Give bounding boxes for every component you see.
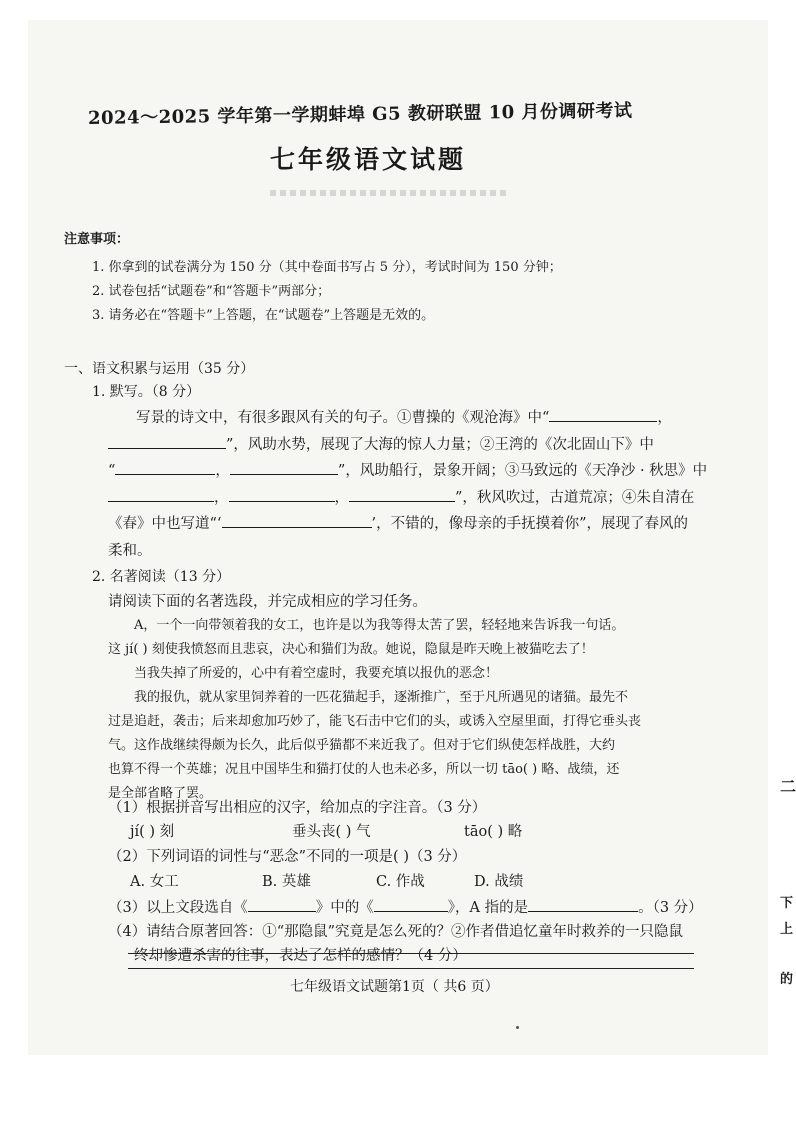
answer-line-2[interactable]: [128, 968, 694, 969]
q1-line-3: “ ， ”，风助船行，景象开阔；③马致远的《天净沙 · 秋思》中: [108, 459, 707, 480]
passage-line: A，一个一向带领着我的女工，也许是以为我等得太苦了罢，轻轻地来告诉我一句话。: [134, 618, 625, 633]
adjacent-page-glyph: 的: [780, 972, 794, 987]
q2-intro: 请阅读下面的名著选段，并完成相应的学习任务。: [108, 594, 427, 610]
passage-line: 我的报仇，就从家里饲养着的一匹花猫起手，逐渐推广，至于凡所遇见的诸猫。最先不: [134, 690, 629, 705]
notice-item-3: 3. 请务必在“答题卡”上答题，在“试题卷”上答题是无效的。: [92, 308, 435, 323]
adjacent-page-glyph: 上: [780, 922, 794, 937]
q1-blank-4[interactable]: [230, 460, 338, 475]
option-d[interactable]: D. 战绩: [474, 874, 524, 890]
exam-title: 2024～2025 学年第一学期蚌埠 G5 教研联盟 10 月份调研考试: [87, 100, 633, 129]
print-smudge: [270, 190, 510, 196]
print-speck: [516, 1026, 519, 1029]
passage-line: 也算不得一个英雄；况且中国毕生和猫打仗的人也未必多，所以一切 tāo( ) 略、战绩，还: [108, 762, 620, 777]
q2-label: 2. 名著阅读（13 分）: [92, 569, 231, 585]
page-footer: 七年级语文试题第1页（ 共6 页）: [290, 979, 499, 995]
q1-blank-3[interactable]: [115, 460, 215, 475]
q2-sub1: （1）根据拼音写出相应的汉字，给加点的字注音。（3 分）: [108, 800, 487, 816]
notice-item-1: 1. 你拿到的试卷满分为 150 分（其中卷面书写占 5 分），考试时间为 150 分钟；: [92, 260, 562, 275]
q2-sub3-blank-article[interactable]: [374, 897, 448, 912]
passage-line: 这 jí( ) 刻使我愤怒而且悲哀，决心和猫们为敌。她说，隐鼠是昨天晚上被猫吃去了！: [108, 642, 594, 657]
q2-sub1-item-b: 垂头丧( ) 气: [292, 824, 371, 840]
adjacent-page-glyph: 下: [780, 896, 794, 911]
passage-line: 过是追赶，袭击；后来却愈加巧妙了，能飞石击中它们的头，或诱入空屋里面，打得它垂头丧: [108, 714, 642, 729]
option-c[interactable]: C. 作战: [376, 874, 425, 890]
q1-label: 1. 默写。（8 分）: [92, 384, 201, 400]
q1-line-2: ”，风助水势，展现了大海的惊人力量；②王湾的《次北固山下》中: [108, 433, 654, 454]
q1-blank-7[interactable]: [349, 487, 455, 502]
notice-heading: 注意事项：: [64, 232, 130, 247]
q1-line-4: ， ， ”，秋风吹过，古道荒凉；④朱自清在: [108, 486, 694, 507]
q2-sub3-blank-book[interactable]: [248, 897, 316, 912]
answer-line-1[interactable]: [128, 953, 694, 954]
q2-sub3: （3）以上文段选自《 》中的《 》，A 指的是 。（3 分）: [108, 896, 703, 917]
q2-sub3-blank-a[interactable]: [528, 897, 638, 912]
q1-blank-8[interactable]: [222, 513, 372, 528]
q1-blank-6[interactable]: [229, 487, 335, 502]
q1-blank-1[interactable]: [549, 407, 657, 422]
passage-line: 当我失掉了所爱的，心中有着空虚时，我要充填以报仇的恶念！: [134, 666, 499, 681]
q2-sub4-line-2: 终却惨遭杀害的往事，表达了怎样的感情？（4 分）: [134, 948, 467, 964]
q1-line-5: 《春》中也写道“‘ ’，不错的，像母亲的手抚摸着你”，展现了春风的: [108, 512, 688, 533]
notice-item-2: 2. 试卷包括“试题卷”和“答题卡”两部分；: [92, 284, 331, 299]
q2-sub4-line-1: （4）请结合原著回答：①“那隐鼠”究竟是怎么死的？②作者借追忆童年时救养的一只隐鼠: [108, 924, 684, 940]
q1-line-6: 柔和。: [108, 543, 152, 559]
q1-blank-2[interactable]: [108, 434, 226, 449]
q2-sub2: （2）下列词语的词性与“恶念”不同的一项是( )（3 分）: [108, 849, 467, 865]
q2-sub1-item-c: tāo( ) 略: [464, 824, 523, 840]
passage-line: 气。这作战继续得颇为长久，此后似乎猫都不来近我了。但对于它们纵使怎样战胜，大约: [108, 738, 616, 753]
section-1-heading: 一、语文积累与运用（35 分）: [64, 361, 255, 377]
q2-sub1-item-a: jí( ) 刻: [130, 824, 175, 840]
q1-blank-5[interactable]: [108, 487, 214, 502]
option-b[interactable]: B. 英雄: [262, 874, 311, 890]
subject-title: 七年级语文试题: [270, 145, 467, 174]
q1-line-1: 写景的诗文中，有很多跟风有关的句子。①曹操的《观沧海》中“ ，: [136, 406, 672, 427]
option-a[interactable]: A. 女工: [130, 874, 179, 890]
adjacent-page-glyph: 二: [780, 777, 796, 796]
passage-line: 是全部省略了罢。: [108, 786, 213, 801]
